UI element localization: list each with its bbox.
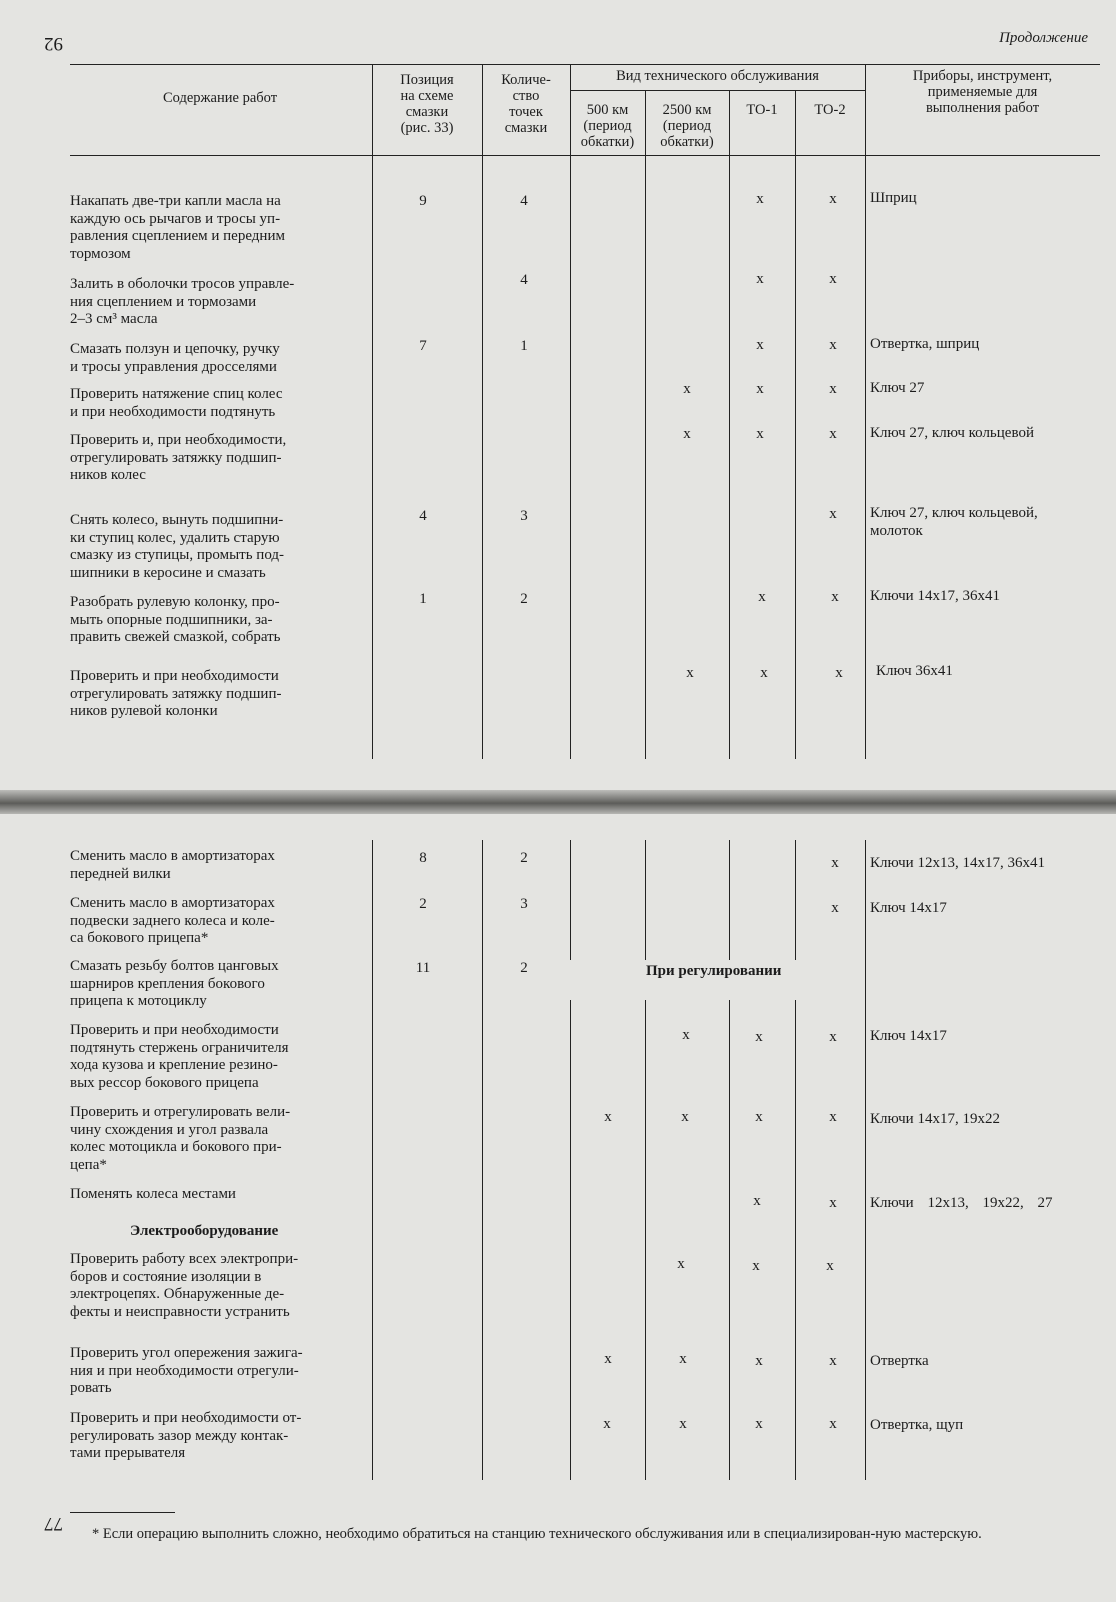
col-rule xyxy=(570,840,571,960)
km2500-mark: x xyxy=(682,1027,690,1043)
col-rule xyxy=(865,840,866,1480)
col-rule xyxy=(865,64,866,759)
km2500-mark: x xyxy=(681,1109,689,1125)
to1-mark: x xyxy=(756,271,764,287)
col-rule xyxy=(645,1000,646,1480)
to1-mark: x xyxy=(758,589,766,605)
page-number-top: 92 xyxy=(44,33,63,54)
col-rule xyxy=(795,840,796,960)
to2-mark: x xyxy=(831,900,839,916)
km500-mark: x xyxy=(604,1351,612,1367)
table-row: Проверить и отрегулировать вели- чину схождения и угол развала колес мотоцикла и бокового при- цепа* xyxy=(70,1104,291,1173)
footnote-rule xyxy=(70,1512,175,1513)
table-row: Проверить и при необходимости от- регулировать зазор между контак- тами прерывателя xyxy=(70,1410,302,1461)
col-rule xyxy=(729,840,730,960)
tools-cell: Ключ 27, ключ кольцевой, молоток xyxy=(870,505,1038,539)
tools-cell: Ключ 14x17 xyxy=(870,1028,947,1044)
col-rule xyxy=(372,64,373,759)
to1-mark: x xyxy=(755,1416,763,1432)
col-rule xyxy=(795,1000,796,1480)
tools-cell: Отвертка, шприц xyxy=(870,336,980,352)
table-row: Проверить и, при необходимости, отрегулировать затяжку подшип- ников колес xyxy=(70,432,287,483)
to2-mark: x xyxy=(831,855,839,871)
km500-mark: x xyxy=(604,1109,612,1125)
to1-mark: x xyxy=(756,381,764,397)
service-type-rule xyxy=(570,90,865,91)
to2-mark: x xyxy=(829,381,837,397)
tools-cell: Ключ 27 xyxy=(870,380,925,396)
col-rule xyxy=(729,90,730,759)
points-value: 3 xyxy=(520,896,528,912)
points-value: 4 xyxy=(520,193,528,209)
header-2500km: 2500 км (период обкатки) xyxy=(660,102,714,150)
points-value: 1 xyxy=(520,338,528,354)
header-tools: Приборы, инструмент, применяемые для выполнения работ xyxy=(912,68,1053,116)
table-row: Проверить и при необходимости отрегулировать затяжку подшип- ников рулевой колонки xyxy=(70,668,282,719)
header-work: Содержание работ xyxy=(162,90,278,106)
points-value: 2 xyxy=(520,960,528,976)
to1-mark: x xyxy=(752,1258,760,1274)
page-number-bottom: 77 xyxy=(44,1513,63,1534)
tools-cell: Ключ 27, ключ кольцевой xyxy=(870,425,1034,441)
to2-mark: x xyxy=(829,271,837,287)
tools-cell: Шприц xyxy=(870,190,917,206)
to1-mark: x xyxy=(755,1353,763,1369)
to1-mark: x xyxy=(753,1193,761,1209)
header-bottom-rule xyxy=(70,155,1100,156)
footnote: * Если операцию выполнить сложно, необходимо обратиться на станцию технического обслуживания или в специализирован-ную мастерскую. xyxy=(92,1526,982,1542)
table-row: Смазать ползун и цепочку, ручку и тросы управления дросселями xyxy=(70,341,280,375)
table-row: Смазать резьбу болтов цанговых шарниров крепления бокового прицепа к мотоциклу xyxy=(70,958,279,1009)
to2-mark: x xyxy=(829,1353,837,1369)
col-rule xyxy=(645,840,646,960)
position-value: 4 xyxy=(419,508,427,524)
header-to2: ТО-2 xyxy=(814,102,846,118)
tools-cell: Ключ 14x17 xyxy=(870,900,947,916)
col-rule xyxy=(570,1000,571,1480)
to2-mark: x xyxy=(829,1195,837,1211)
to1-mark: x xyxy=(756,191,764,207)
points-value: 2 xyxy=(520,591,528,607)
position-value: 2 xyxy=(419,896,427,912)
to1-mark: x xyxy=(760,665,768,681)
to1-mark: x xyxy=(755,1029,763,1045)
to1-mark: x xyxy=(756,426,764,442)
km2500-mark: x xyxy=(679,1351,687,1367)
points-value: 3 xyxy=(520,508,528,524)
table-row: Проверить угол опережения зажига- ния и при необходимости отрегули- ровать xyxy=(70,1345,303,1396)
header-to1: ТО-1 xyxy=(746,102,778,118)
table-row: Сменить масло в амортизаторах подвески заднего колеса и коле- са бокового прицепа* xyxy=(70,895,275,946)
tools-cell: Отвертка, щуп xyxy=(870,1417,964,1433)
to2-mark: x xyxy=(829,506,837,522)
col-rule xyxy=(795,90,796,759)
book-spine xyxy=(0,790,1116,814)
header-service-type: Вид технического обслуживания xyxy=(616,68,819,84)
tools-cell: Ключи 14x17, 36x41 xyxy=(870,588,1000,604)
to2-mark: x xyxy=(829,1029,837,1045)
section-electrical: Электрооборудование xyxy=(130,1223,279,1239)
position-value: 7 xyxy=(419,338,427,354)
continuation-label: Продолжение xyxy=(999,30,1088,46)
position-value: 11 xyxy=(415,960,431,976)
col-rule xyxy=(729,1000,730,1480)
to1-mark: x xyxy=(755,1109,763,1125)
table-top-rule xyxy=(70,64,1100,65)
km2500-mark: x xyxy=(679,1416,687,1432)
col-rule xyxy=(482,840,483,1480)
km2500-mark: x xyxy=(683,381,691,397)
points-value: 4 xyxy=(520,272,528,288)
header-500km: 500 км (период обкатки) xyxy=(580,102,635,150)
to2-mark: x xyxy=(829,1109,837,1125)
table-row: Снять колесо, вынуть подшипни- ки ступиц колес, удалить старую смазку из ступицы, промыть под- шипники в керосине и смазать xyxy=(70,512,285,581)
tools-cell: Ключи 14x17, 19x22 xyxy=(870,1111,1000,1127)
points-value: 2 xyxy=(520,850,528,866)
position-value: 9 xyxy=(419,193,427,209)
tools-cell: Ключ 36x41 xyxy=(876,663,953,679)
col-rule xyxy=(645,90,646,759)
position-value: 1 xyxy=(419,591,427,607)
to2-mark: x xyxy=(829,191,837,207)
to2-mark: x xyxy=(829,337,837,353)
position-value: 8 xyxy=(419,850,427,866)
km2500-mark: x xyxy=(686,665,694,681)
to2-mark: x xyxy=(835,665,843,681)
to2-mark: x xyxy=(826,1258,834,1274)
table-row: Проверить работу всех электропри- боров и состояние изоляции в электроцепях. Обнаруженные де- фекты и неисправности устранить xyxy=(70,1251,299,1320)
header-points: Количе- ство точек смазки xyxy=(501,72,551,136)
table-row: Проверить натяжение спиц колес и при необходимости подтянуть xyxy=(70,386,283,420)
table-row: Сменить масло в амортизаторах передней вилки xyxy=(70,848,275,882)
header-position: Позиция на схеме смазки (рис. 33) xyxy=(400,72,454,136)
col-rule xyxy=(482,64,483,759)
regulation-note: При регулировании xyxy=(646,963,782,979)
table-row: Залить в оболочки тросов управле- ния сцеплением и тормозами 2–3 см³ масла xyxy=(70,276,295,327)
to2-mark: x xyxy=(829,426,837,442)
table-row: Проверить и при необходимости подтянуть стержень ограничителя хода кузова и крепление резино- вых рессор бокового прицепа xyxy=(70,1022,289,1091)
table-row: Разобрать рулевую колонку, про- мыть опорные подшипники, за- править свежей смазкой, собрать xyxy=(70,594,281,645)
to1-mark: x xyxy=(756,337,764,353)
tools-cell: Ключи 12x13, 19x22, 27 xyxy=(870,1195,1053,1211)
col-rule xyxy=(372,840,373,1480)
table-row: Накапать две-три капли масла на каждую ось рычагов и тросы уп- равления сцеплением и передним тормозом xyxy=(70,193,285,262)
km2500-mark: x xyxy=(677,1256,685,1272)
km2500-mark: x xyxy=(683,426,691,442)
col-rule xyxy=(570,64,571,759)
to2-mark: x xyxy=(829,1416,837,1432)
tools-cell: Ключи 12x13, 14x17, 36x41 xyxy=(870,855,1045,871)
km500-mark: x xyxy=(603,1416,611,1432)
table-row: Поменять колеса местами xyxy=(70,1186,236,1202)
tools-cell: Отвертка xyxy=(870,1353,929,1369)
to2-mark: x xyxy=(831,589,839,605)
